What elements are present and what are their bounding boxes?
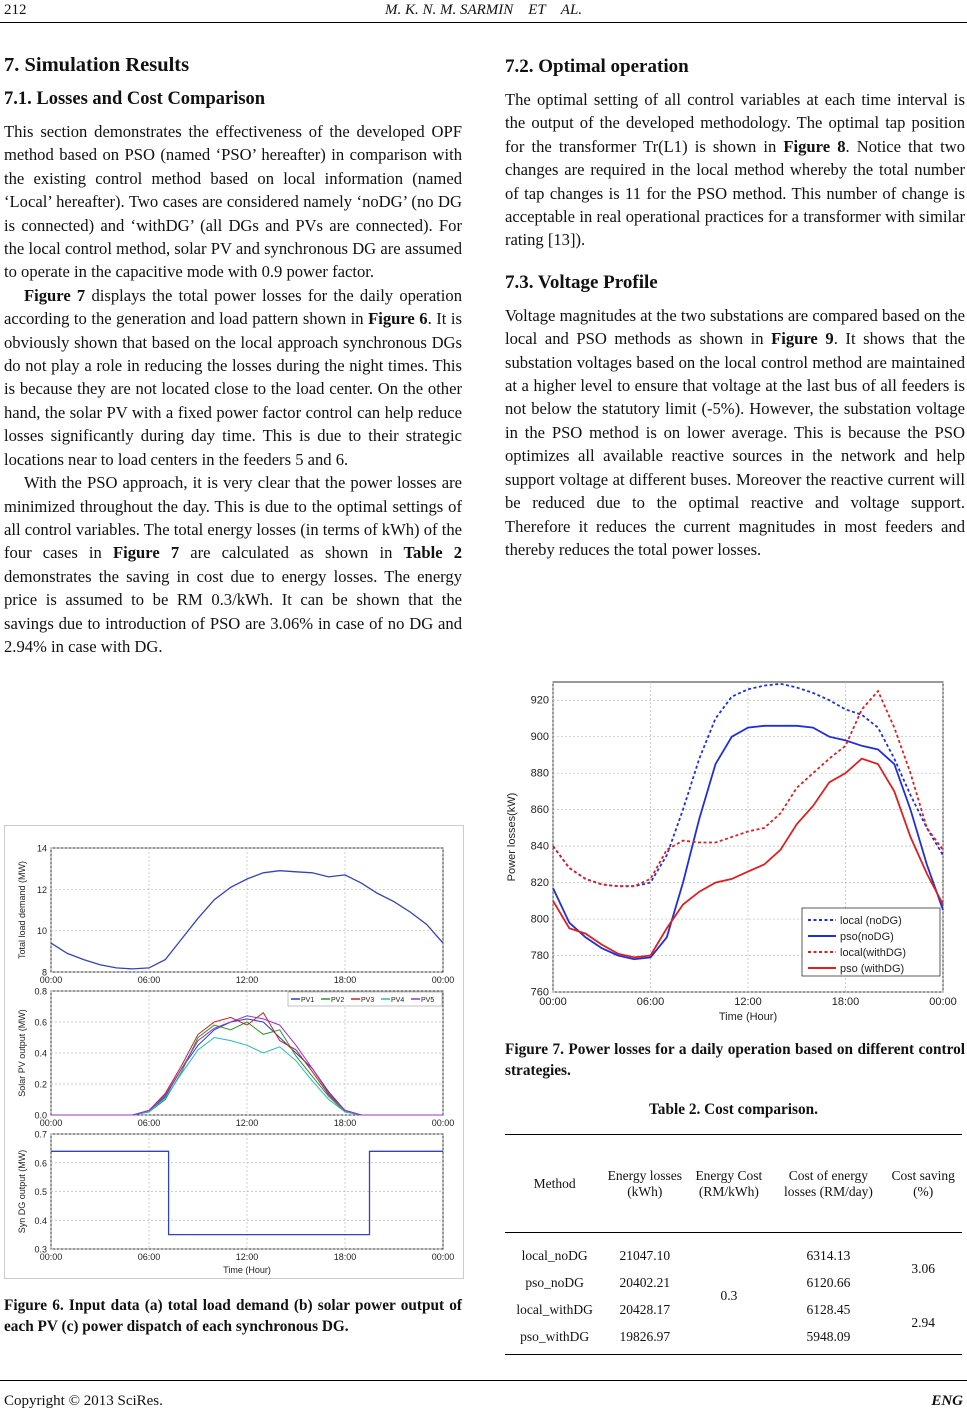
y-tick-label: 920 — [530, 694, 549, 707]
figure-7-caption: Figure 7. Power losses for a daily operation based on different control strategies. — [505, 1041, 965, 1079]
right-column — [505, 56, 965, 561]
x-tick-label: 18:00 — [333, 1118, 357, 1128]
left-body — [4, 120, 462, 658]
legend-label: pso (withDG) — [840, 963, 905, 975]
cell-energy: 21047.10 — [619, 1247, 671, 1263]
x-tick-label: 00:00 — [431, 975, 455, 985]
x-axis-label: Time (Hour) — [718, 1011, 778, 1023]
footer-rule — [0, 1380, 967, 1381]
text-run: Voltage magnitudes at the two substations are compared based on the local and PSO methods as shown in — [505, 305, 965, 349]
figure-6 — [4, 825, 464, 1279]
y-tick-label: 0.0 — [34, 1110, 47, 1121]
x-tick-label: 00:00 — [39, 1118, 63, 1128]
cell-cost: 6128.45 — [806, 1301, 851, 1317]
y-tick-label: 8 — [41, 967, 47, 978]
table-spacer — [505, 1230, 962, 1242]
column-header: Energy losses (kWh) — [607, 1168, 682, 1199]
text-run: . It shows that the substation voltages based on the local control method are maintained at a higher level to ensure that voltage at the last bus of all feeders is not below the statutory limit (-5%). However, the substation voltage in the PSO method is on lower average. This is because the PSO optimizes all available reactive sources in the network and help support voltage at different buses. Moreover the reactive current will be reduced due to the optimal reactive and voltage support. Therefore it reduces the current magnitudes in most feeders and thereby reduces the total power losses. — [505, 329, 965, 559]
paragraph-4 — [505, 88, 965, 252]
text-run: are calculated as shown in — [179, 543, 404, 563]
y-tick-label: 0.3 — [34, 1244, 47, 1255]
cost-table — [505, 1138, 962, 1350]
figure-ref: Figure 9 — [771, 329, 834, 349]
page-header — [0, 0, 967, 22]
text-run: With the PSO approach, it is very clear that the power losses are minimized throughout the day. This is due to the optimal settings of all control variables. The total energy losses (in terms of kWh) of the four cases in — [4, 473, 462, 563]
y-tick-label: 760 — [530, 986, 549, 999]
section-heading-7-3: 7.3. Voltage Profile — [505, 271, 658, 293]
y-tick-label: 0.6 — [34, 1158, 47, 1169]
x-tick-label: 00:00 — [39, 1252, 63, 1262]
y-tick-label: 800 — [530, 913, 549, 926]
x-tick-label: 00:00 — [431, 1118, 455, 1128]
y-tick-label: 0.4 — [34, 1215, 47, 1226]
table-row — [505, 1242, 962, 1269]
x-tick-label: 12:00 — [734, 996, 762, 1008]
footer-journal: ENG — [931, 1393, 963, 1409]
page-number: 212 — [4, 2, 27, 18]
column-header: Cost saving (%) — [891, 1168, 955, 1199]
cell-energy: 19826.97 — [619, 1328, 671, 1344]
paragraph-5 — [505, 304, 965, 561]
text-run: demonstrates the saving in cost due to energy losses. The energy price is assumed to be RM 0.3/kWh. It can be shown that the savings due to introduction of PSO are 3.06% in case of no DG and 2.94% in case with DG. — [4, 566, 462, 656]
left-column — [4, 54, 462, 658]
legend-label: local(withDG) — [840, 947, 907, 959]
table-title: Table 2. Cost comparison. — [649, 1101, 818, 1118]
column-header: Cost of energy losses (RM/day) — [783, 1168, 873, 1199]
x-tick-label: 12:00 — [235, 1118, 259, 1128]
y-tick-label: 10 — [36, 926, 47, 937]
text-run: displays the total power losses for the daily operation according to the generation and load pattern shown in — [4, 285, 462, 329]
column-header: Energy Cost (RM/kWh) — [695, 1168, 763, 1199]
y-tick-label: 900 — [530, 731, 549, 744]
x-tick-label: 12:00 — [235, 1252, 259, 1262]
x-tick-label: 06:00 — [636, 996, 665, 1008]
cell-energy: 20402.21 — [619, 1274, 671, 1290]
section-heading-7-1: 7.1. Losses and Cost Comparison — [4, 89, 266, 109]
fig7-legend — [802, 908, 940, 976]
legend-label: PV5 — [421, 997, 435, 1004]
table-ref: Table 2 — [403, 543, 462, 563]
cell-energy: 20428.17 — [619, 1301, 671, 1317]
x-tick-label: 00:00 — [431, 1252, 455, 1262]
y-tick-label: 12 — [36, 884, 47, 895]
text-run: The optimal setting of all control variables at each time interval is the output of the developed methodology. The optimal tap position for the transformer Tr(L1) is shown in — [505, 90, 965, 156]
figure-ref: Figure 7 — [24, 285, 86, 305]
x-tick-label: 18:00 — [333, 975, 357, 985]
figure-ref: Figure 8 — [783, 136, 846, 156]
paragraph-3 — [4, 471, 462, 658]
x-tick-label: 18:00 — [333, 1252, 357, 1262]
x-tick-label: 00:00 — [929, 996, 957, 1008]
y-tick-label: 14 — [36, 843, 47, 854]
cell-cost: 6314.13 — [806, 1247, 851, 1263]
figure-6-caption: Figure 6. Input data (a) total load demand (b) solar power output of each PV (c) power dispatch of each synchronous DG. — [4, 1297, 462, 1335]
x-tick-label: 18:00 — [831, 996, 860, 1008]
running-title: M. K. N. M. SARMIN ET AL. — [384, 2, 583, 18]
legend-label: PV2 — [331, 997, 345, 1004]
x-tick-label: 12:00 — [235, 975, 259, 985]
paragraph-2 — [4, 284, 462, 471]
y-tick-label: 860 — [530, 804, 549, 817]
footer-copyright: Copyright © 2013 SciRes. — [4, 1393, 163, 1409]
figure-7 — [505, 676, 957, 1028]
pv-legend — [288, 992, 442, 1006]
section-heading-7-2: 7.2. Optimal operation — [505, 56, 689, 77]
y-axis-label: Solar PV output (MW) — [17, 1009, 27, 1097]
y-axis-label: Syn DG output (MW) — [17, 1149, 27, 1234]
figure-6-chart — [5, 826, 463, 1278]
y-tick-label: 880 — [530, 767, 549, 780]
legend-label: PV4 — [391, 997, 405, 1004]
cell-method: local_withDG — [516, 1301, 593, 1317]
cell-energy-cost: 0.3 — [720, 1288, 738, 1303]
cell-method: local_noDG — [521, 1247, 588, 1263]
section-heading-7: 7. Simulation Results — [4, 54, 190, 76]
cell-saving: 2.94 — [911, 1315, 935, 1330]
y-axis-label: Total load demand (MW) — [17, 860, 27, 960]
legend-label: pso(noDG) — [840, 931, 894, 943]
y-tick-label: 840 — [530, 840, 549, 853]
y-tick-label: 0.4 — [34, 1048, 47, 1059]
table-bottom-rule — [505, 1354, 962, 1355]
y-tick-label: 0.7 — [34, 1129, 47, 1140]
x-tick-label: 06:00 — [137, 975, 161, 985]
column-header: Method — [533, 1176, 576, 1191]
cell-cost: 5948.09 — [806, 1328, 851, 1344]
header-rule — [0, 22, 967, 23]
x-tick-label: 00:00 — [39, 975, 63, 985]
cell-method: pso_noDG — [525, 1274, 584, 1290]
x-axis-label: Time (Hour) — [223, 1265, 271, 1275]
cell-method: pso_withDG — [520, 1328, 590, 1344]
x-tick-label: 00:00 — [539, 996, 567, 1008]
figure-7-chart — [505, 676, 957, 1028]
y-tick-label: 0.2 — [34, 1079, 47, 1090]
text-run: . It is obviously shown that based on the local approach synchronous DGs do not play a role in reducing the losses during the night times. This is because they are not located close to the load center. On the other hand, the solar PV with a fixed power factor control can help reduce losses significantly during day time. This is due to their strategic locations near to load centers in the feeders 5 and 6. — [4, 309, 462, 469]
table-header-row — [505, 1138, 962, 1230]
y-tick-label: 0.8 — [34, 986, 47, 997]
legend-label: local (noDG) — [840, 915, 902, 927]
cell-cost: 6120.66 — [806, 1274, 851, 1290]
figure-ref: Figure 6 — [368, 309, 428, 329]
y-tick-label: 0.5 — [34, 1187, 47, 1197]
figure-ref: Figure 7 — [112, 543, 180, 563]
x-tick-label: 06:00 — [137, 1252, 161, 1262]
cell-saving: 3.06 — [911, 1261, 935, 1276]
x-tick-label: 06:00 — [137, 1118, 161, 1128]
legend-label: PV1 — [301, 997, 315, 1004]
paragraph-1: This section demonstrates the effectiveness of the developed OPF method based on PSO (named ‘PSO’ hereafter) in comparison with the existing control method based on local information (named ‘Local’ hereafter). Two cases are considered namely ‘noDG’ (no DG is connected) and ‘withDG’ (all DGs and PVs are connected). For the local control method, solar PV and synchronous DG are assumed to operate in the capacitive mode with 0.9 power factor. — [4, 122, 462, 282]
y-axis-label: Power losses(kW) — [506, 792, 518, 882]
legend-label: PV3 — [361, 997, 375, 1004]
y-tick-label: 820 — [530, 877, 549, 890]
text-run: . Notice that two changes are required in the local method whereby the total number of tap changes is 11 for the PSO method. This number of change is acceptable in real operational practices for a transformer with similar rating [13]). — [505, 136, 965, 250]
y-tick-label: 0.6 — [34, 1017, 47, 1028]
y-tick-label: 780 — [530, 950, 549, 963]
table-top-rule — [505, 1134, 962, 1135]
